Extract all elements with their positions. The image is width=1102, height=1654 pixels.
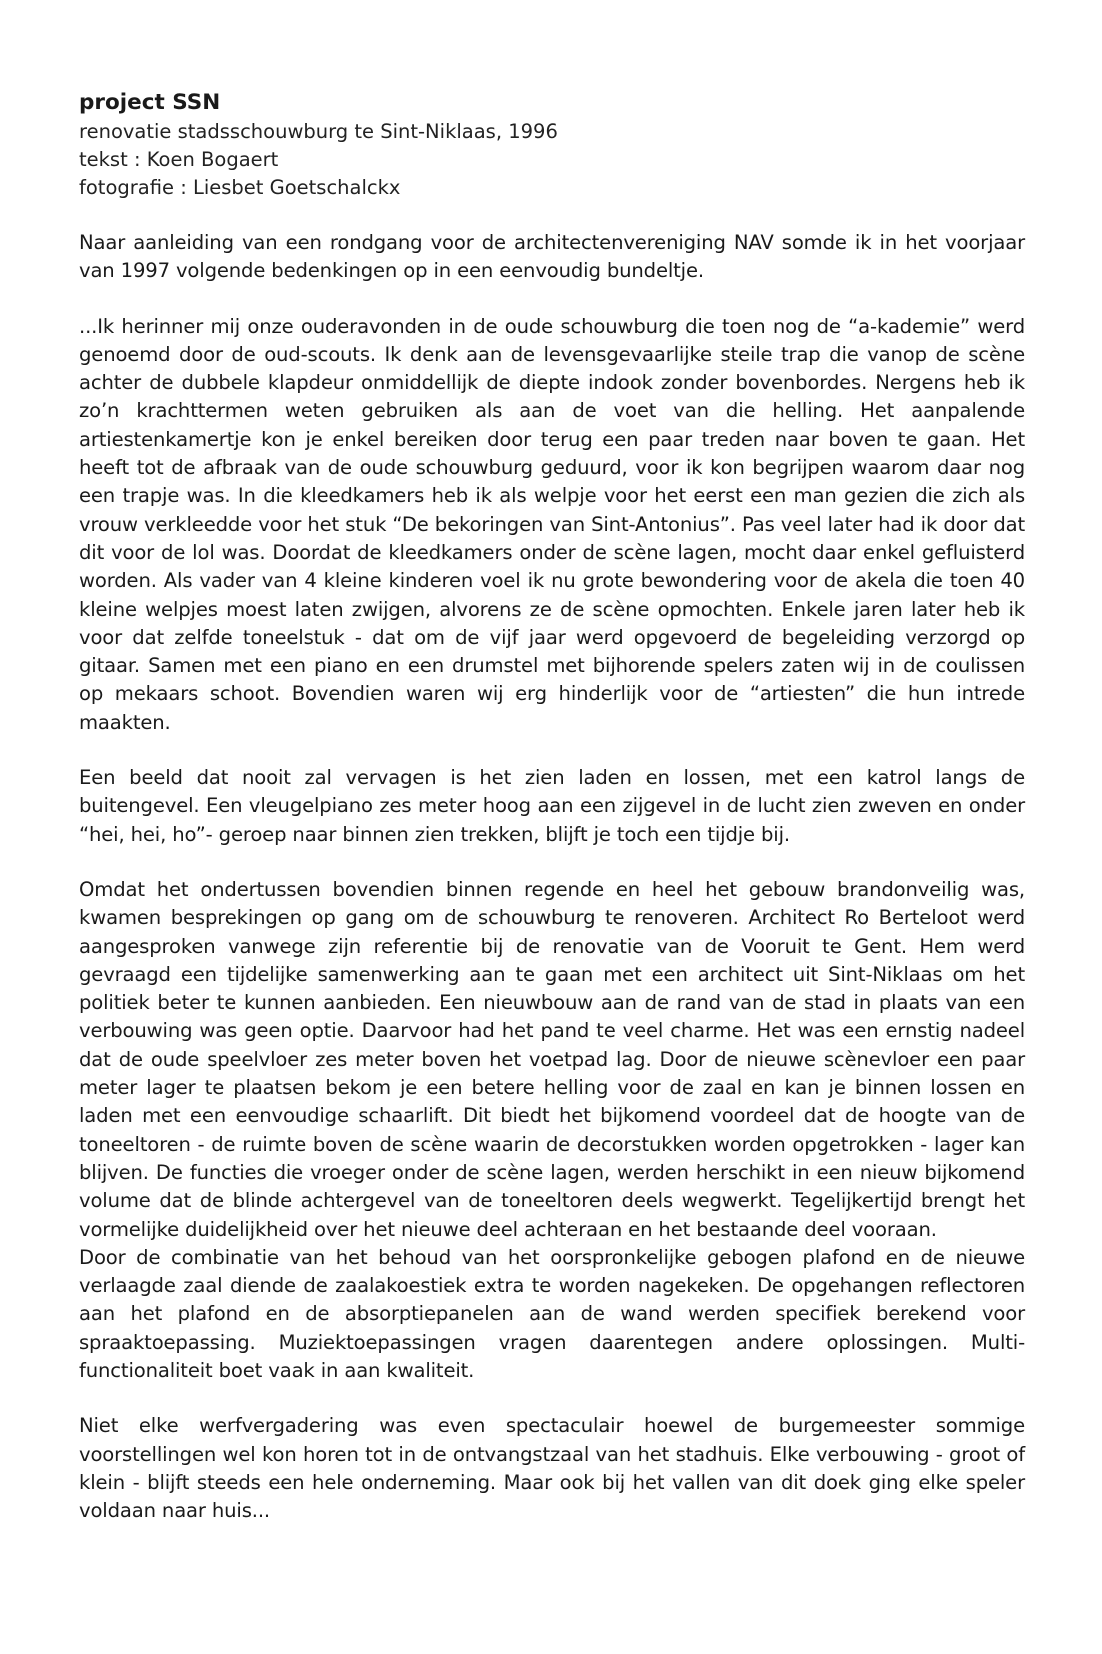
paragraph-closing: Niet elke werfvergadering was even spectaculair hoewel de burgemeester sommige voorstellingen wel kon horen tot in de ontvangstzaal van het stadhuis. Elke verbouwing - groot of klein - blijft steeds een hele onderneming. Maar ook bij het vallen van dit doek ging elke speler voldaan naar huis... — [79, 1414, 1025, 1523]
document-title: project SSN — [79, 90, 221, 115]
paragraph-intro: Naar aanleiding van een rondgang voor de architectenvereniging NAV somde ik in het voorjaar van 1997 volgende bedenkingen op in een eenvoudig bundeltje. — [79, 231, 1025, 283]
text-credit: tekst : Koen Bogaert — [79, 148, 279, 171]
photo-credit: fotografie : Liesbet Goetschalckx — [79, 176, 401, 199]
paragraph-acoustics: Door de combinatie van het behoud van het oorspronkelijke gebogen plafond en de nieuwe verlaagde zaal diende de zaalakoestiek extra te worden nagekeken. De opgehangen reflectoren aan het plafond en de absorptiepanelen aan de wand werden specifiek berekend voor spraaktoepassing. Muziektoepassingen vragen daarentegen andere oplossingen. Multi-functionaliteit boet vaak in aan kwaliteit. — [79, 1245, 1025, 1382]
document-page — [79, 88, 1025, 1552]
document-subtitle: renovatie stadsschouwburg te Sint-Niklaas, 1996 — [79, 120, 558, 143]
paragraph-piano: Een beeld dat nooit zal vervagen is het zien laden en lossen, met een katrol langs de buitengevel. Een vleugelpiano zes meter hoog aan een zijgevel in de lucht zien zweven en onder “hei, hei, ho”- geroep naar binnen zien trekken, blijft je toch een tijdje bij. — [79, 766, 1025, 846]
paragraph-memories: ...Ik herinner mij onze ouderavonden in de oude schouwburg die toen nog de “a-kademie” werd genoemd door de oud-scouts. Ik denk aan de levensgevaarlijke steile trap die vanop de scène achter de dubbele klapdeur onmiddellijk de diepte indook zonder bovenbordes. Nergens heb ik zo’n krachttermen weten gebruiken als aan de voet van die helling. Het aanpalende artiestenkamertje kon je enkel bereiken door terug een paar treden naar boven te gaan. Het heeft tot de afbraak van de oude schouwburg geduurd, voor ik kon begrijpen waarom daar nog een trapje was. In die kleedkamers heb ik als welpje voor het eerst een man gezien die zich als vrouw verkleedde voor het stuk “De bekoringen van Sint-Antonius”. Pas veel later had ik door dat dit voor de lol was. Doordat de kleedkamers onder de scène lagen, mocht daar enkel gefluisterd worden. Als vader van 4 kleine kinderen voel ik nu grote bewondering voor de akela die toen 40 kleine welpjes moest laten zwijgen, alvorens ze de scène opmochten. Enkele jaren later heb ik voor dat zelfde toneelstuk - dat om de vijf jaar werd opgevoerd de begeleiding verzorgd op gitaar. Samen met een piano en een drumstel met bijhorende spelers zaten wij in de coulissen op mekaars schoot. Bovendien waren wij erg hinderlijk voor de “artiesten” die hun intrede maakten. — [79, 314, 1025, 734]
document-header — [79, 88, 1025, 202]
paragraph-renovation: Omdat het ondertussen bovendien binnen regende en heel het gebouw brandonveilig was, kwamen besprekingen op gang om de schouwburg te renoveren. Architect Ro Berteloot werd aangesproken vanwege zijn referentie bij de renovatie van de Vooruit te Gent. Hem werd gevraagd een tijdelijke samenwerking aan te gaan met een architect uit Sint-Niklaas om het politiek beter te kunnen aanbieden. Een nieuwbouw aan de rand van de stad in plaats van een verbouwing was geen optie. Daarvoor had het pand te veel charme. Het was een ernstig nadeel dat de oude speelvloer zes meter boven het voetpad lag. Door de nieuwe scènevloer een paar meter lager te plaatsen bekom je een betere helling voor de zaal en kan je binnen lossen en laden met een eenvoudige schaarlift. Dit biedt het bijkomend voordeel dat de hoogte van de toneeltoren - de ruimte boven de scène waarin de decorstukken worden opgetrokken - lager kan blijven. De functies die vroeger onder de scène lagen, werden herschikt in een nieuw bijkomend volume dat de blinde achtergevel van de toneeltoren deels wegwerkt. Tegelijkertijd brengt het vormelijke duidelijkheid over het nieuwe deel achteraan en het bestaande deel vooraan. — [79, 877, 1025, 1241]
